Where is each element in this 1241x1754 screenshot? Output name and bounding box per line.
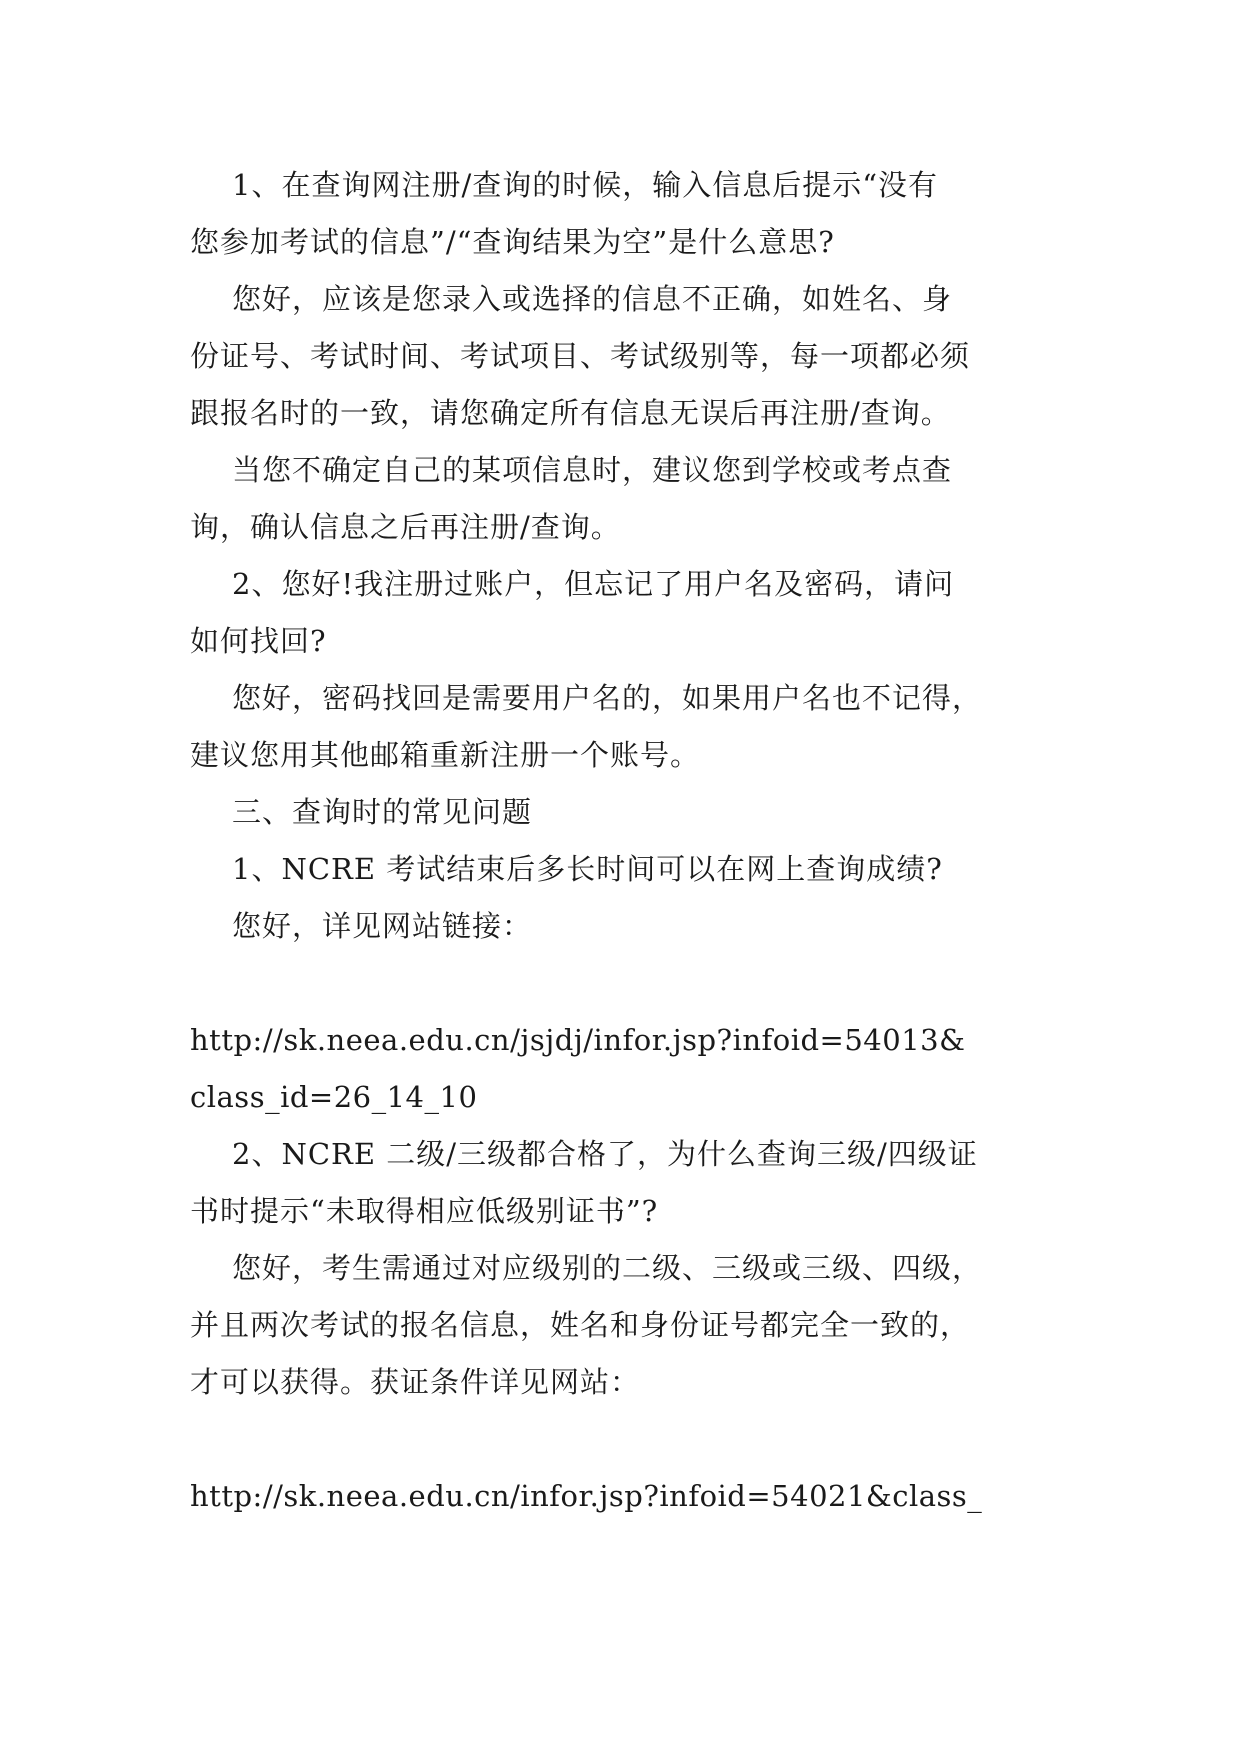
a1-line-3: 跟报名时的一致，请您确定所有信息无误后再注册/查询。 [190, 396, 951, 430]
q1-line-2: 您参加考试的信息”/“查询结果为空”是什么意思? [190, 225, 835, 259]
link-1-line-1[interactable]: http://sk.neea.edu.cn/jsjdj/infor.jsp?infoid=54013& [190, 1023, 966, 1057]
q4-line-2: 书时提示“未取得相应低级别证书”? [190, 1194, 659, 1228]
link-1-line-2[interactable]: class_id=26_14_10 [190, 1080, 478, 1114]
a4-line-2: 并且两次考试的报名信息，姓名和身份证号都完全一致的， [190, 1308, 971, 1342]
a1-line-2: 份证号、考试时间、考试项目、考试级别等，每一项都必须 [190, 339, 971, 373]
link-2-line-1[interactable]: http://sk.neea.edu.cn/infor.jsp?infoid=54021&class_ [190, 1479, 983, 1513]
q2-line-2: 如何找回? [190, 624, 327, 658]
a4-line-3: 才可以获得。获证条件详见网站： [190, 1365, 641, 1399]
a1-line-1: 您好，应该是您录入或选择的信息不正确，如姓名、身 [232, 282, 953, 316]
a2-line-2: 建议您用其他邮箱重新注册一个账号。 [190, 738, 701, 772]
a4-line-1: 您好，考生需通过对应级别的二级、三级或三级、四级， [232, 1251, 983, 1285]
q4-line-1: 2、NCRE 二级/三级都合格了，为什么查询三级/四级证 [232, 1137, 978, 1171]
section-heading: 三、查询时的常见问题 [232, 795, 533, 829]
a1-line-4: 当您不确定自己的某项信息时，建议您到学校或考点查 [232, 453, 953, 487]
q3-line-1: 1、NCRE 考试结束后多长时间可以在网上查询成绩? [232, 852, 943, 886]
a3-line-1: 您好，详见网站链接： [232, 909, 533, 943]
a1-line-5: 询，确认信息之后再注册/查询。 [190, 510, 621, 544]
q2-line-1: 2、您好!我注册过账户，但忘记了用户名及密码，请问 [232, 567, 955, 601]
q1-line-1: 1、在查询网注册/查询的时候，输入信息后提示“没有 [232, 168, 939, 202]
a2-line-1: 您好，密码找回是需要用户名的，如果用户名也不记得， [232, 681, 983, 715]
